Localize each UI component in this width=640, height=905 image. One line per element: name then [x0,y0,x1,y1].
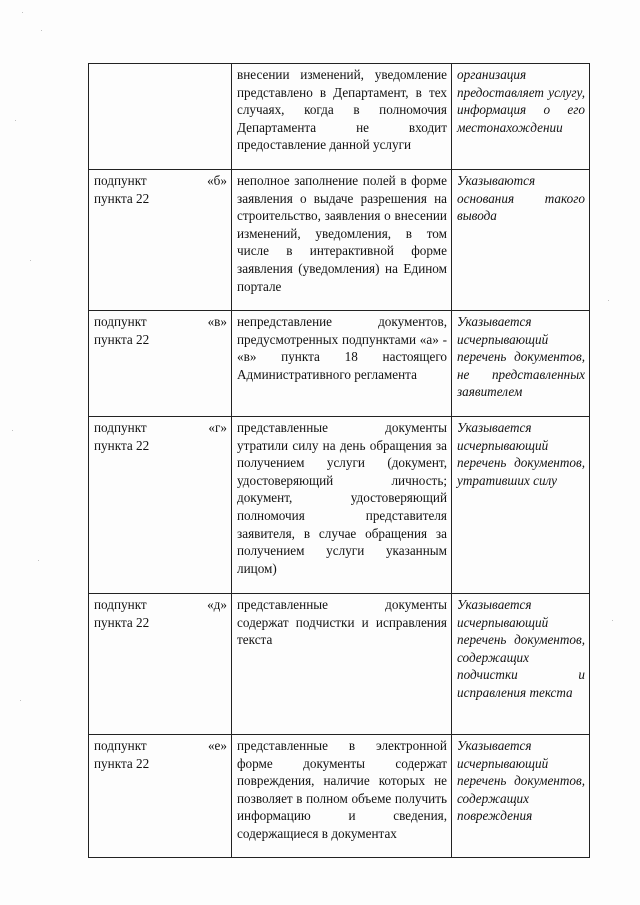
ref-subpoint: подпункт «е» [94,738,227,753]
note-cell: Указываются основания такого вывода [452,170,590,311]
note-cell: Указывается исчерпывающий перечень документов, утративших силу [452,417,590,594]
description-cell: неполное заполнение полей в форме заявления о выдаче разрешения на строительство, заявления о внесении изменений, уведомления, в том числе в интерактивной форме заявления (уведомления) на Едином портале [232,170,452,311]
ref-subpoint: подпункт «г» [94,420,227,435]
scan-speck [608,300,609,301]
ref-cell [89,735,232,858]
table-row [89,170,590,311]
scan-speck [15,120,16,121]
ref-point: пункта 22 [94,755,150,771]
ref-point: пункта 22 [94,437,150,453]
note-cell: Указывается исчерпывающий перечень документов, содержащих подчистки и исправления текста [452,594,590,735]
description-cell: представленные в электронной форме документы содержат повреждения, наличие которых не позволяет в полном объеме получить информацию и сведения, содержащиеся в документах [232,735,452,858]
ref-cell [89,64,232,170]
table-row [89,64,590,170]
description-cell: представленные документы содержат подчистки и исправления текста [232,594,452,735]
description-cell: непредставление документов, предусмотренных подпунктами «а» - «в» пункта 18 настоящего Административного регламента [232,311,452,417]
refusal-grounds-table [88,63,590,858]
table-row [89,417,590,594]
scan-speck [612,620,613,621]
ref-subpoint: подпункт «в» [94,314,227,329]
ref-point: пункта 22 [94,331,150,347]
ref-point: пункта 22 [94,614,150,630]
scan-speck [22,12,23,13]
scan-speck [20,700,21,701]
scan-speck [38,560,39,561]
ref-cell [89,311,232,417]
ref-cell [89,594,232,735]
ref-cell [89,417,232,594]
description-cell: внесении изменений, уведомление представлено в Департамент, в тех случаях, когда в полномочия Департамента не входит предоставление данной услуги [232,64,452,170]
scan-speck [30,260,31,261]
scan-speck [12,430,13,431]
table-row [89,311,590,417]
table-row [89,735,590,858]
scan-speck [41,30,42,31]
note-cell: Указывается исчерпывающий перечень документов, содержащих повреждения [452,735,590,858]
ref-cell [89,170,232,311]
ref-subpoint: подпункт «б» [94,173,227,188]
ref-point: пункта 22 [94,190,150,206]
note-cell: Указывается исчерпывающий перечень документов, не представленных заявителем [452,311,590,417]
table-row [89,594,590,735]
description-cell: представленные документы утратили силу на день обращения за получением услуги (документ, удостоверяющий личность; документ, удостоверяющий полномочия представителя заявителя, в случае обращения за получением услуги указанным лицом) [232,417,452,594]
note-cell: организация предоставляет услугу, информация о его местонахождении [452,64,590,170]
ref-subpoint: подпункт «д» [94,597,227,612]
